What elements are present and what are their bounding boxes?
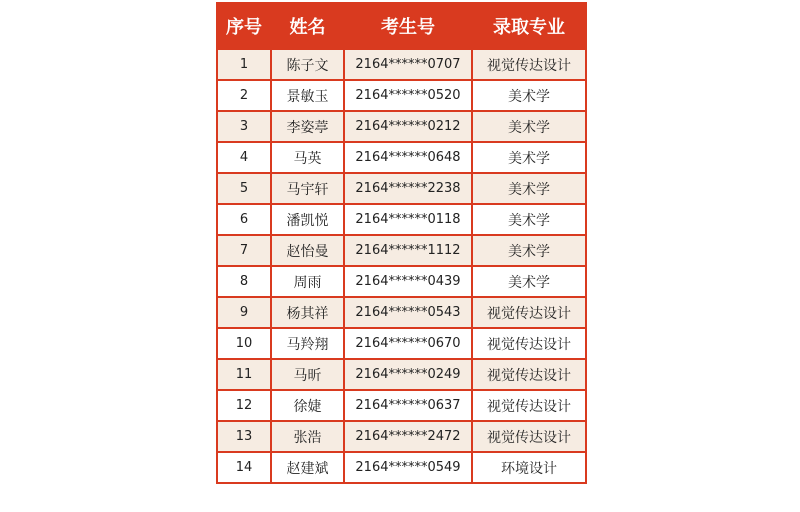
cell-name: 杨其祥 <box>271 297 344 328</box>
cell-name: 景敏玉 <box>271 80 344 111</box>
cell-candidate-number: 2164******0549 <box>344 452 472 483</box>
cell-candidate-number: 2164******0439 <box>344 266 472 297</box>
table-row <box>217 173 586 204</box>
cell-serial-number: 2 <box>217 80 271 111</box>
cell-serial-number: 1 <box>217 49 271 80</box>
cell-serial-number: 11 <box>217 359 271 390</box>
cell-serial-number: 3 <box>217 111 271 142</box>
table-row <box>217 390 586 421</box>
cell-major: 美术学 <box>472 80 586 111</box>
header-serial-number: 序号 <box>217 3 271 49</box>
cell-name: 赵建斌 <box>271 452 344 483</box>
cell-candidate-number: 2164******2472 <box>344 421 472 452</box>
cell-serial-number: 4 <box>217 142 271 173</box>
cell-candidate-number: 2164******0637 <box>344 390 472 421</box>
cell-major: 视觉传达设计 <box>472 359 586 390</box>
cell-major: 美术学 <box>472 204 586 235</box>
table-row <box>217 142 586 173</box>
cell-major: 美术学 <box>472 266 586 297</box>
cell-candidate-number: 2164******1112 <box>344 235 472 266</box>
cell-serial-number: 7 <box>217 235 271 266</box>
header-major: 录取专业 <box>472 3 586 49</box>
cell-serial-number: 5 <box>217 173 271 204</box>
cell-serial-number: 9 <box>217 297 271 328</box>
table-row <box>217 421 586 452</box>
cell-major: 视觉传达设计 <box>472 49 586 80</box>
cell-name: 徐婕 <box>271 390 344 421</box>
header-candidate-number: 考生号 <box>344 3 472 49</box>
cell-candidate-number: 2164******0520 <box>344 80 472 111</box>
cell-candidate-number: 2164******0249 <box>344 359 472 390</box>
cell-name: 陈子文 <box>271 49 344 80</box>
cell-serial-number: 10 <box>217 328 271 359</box>
cell-major: 美术学 <box>472 235 586 266</box>
table-row <box>217 266 586 297</box>
cell-major: 环境设计 <box>472 452 586 483</box>
cell-candidate-number: 2164******0648 <box>344 142 472 173</box>
cell-serial-number: 13 <box>217 421 271 452</box>
cell-major: 视觉传达设计 <box>472 297 586 328</box>
cell-major: 视觉传达设计 <box>472 390 586 421</box>
table-row <box>217 452 586 483</box>
cell-name: 马羚翔 <box>271 328 344 359</box>
cell-serial-number: 6 <box>217 204 271 235</box>
table-row <box>217 297 586 328</box>
cell-name: 赵怡曼 <box>271 235 344 266</box>
table-row <box>217 111 586 142</box>
table-body <box>217 49 586 483</box>
cell-major: 视觉传达设计 <box>472 328 586 359</box>
cell-name: 马英 <box>271 142 344 173</box>
cell-major: 美术学 <box>472 173 586 204</box>
cell-name: 潘凯悦 <box>271 204 344 235</box>
cell-major: 视觉传达设计 <box>472 421 586 452</box>
table-row <box>217 359 586 390</box>
cell-major: 美术学 <box>472 142 586 173</box>
cell-name: 马宇轩 <box>271 173 344 204</box>
table-row <box>217 235 586 266</box>
cell-serial-number: 14 <box>217 452 271 483</box>
cell-name: 马昕 <box>271 359 344 390</box>
admission-table <box>216 2 587 484</box>
cell-name: 张浩 <box>271 421 344 452</box>
header-name: 姓名 <box>271 3 344 49</box>
table-header-row <box>217 3 586 49</box>
table-row <box>217 328 586 359</box>
cell-candidate-number: 2164******0707 <box>344 49 472 80</box>
cell-candidate-number: 2164******0118 <box>344 204 472 235</box>
cell-major: 美术学 <box>472 111 586 142</box>
cell-name: 李姿葶 <box>271 111 344 142</box>
table-row <box>217 80 586 111</box>
cell-serial-number: 8 <box>217 266 271 297</box>
cell-serial-number: 12 <box>217 390 271 421</box>
cell-candidate-number: 2164******2238 <box>344 173 472 204</box>
table-row <box>217 204 586 235</box>
cell-candidate-number: 2164******0543 <box>344 297 472 328</box>
cell-candidate-number: 2164******0670 <box>344 328 472 359</box>
table-row <box>217 49 586 80</box>
cell-candidate-number: 2164******0212 <box>344 111 472 142</box>
admission-list <box>216 2 585 484</box>
cell-name: 周雨 <box>271 266 344 297</box>
